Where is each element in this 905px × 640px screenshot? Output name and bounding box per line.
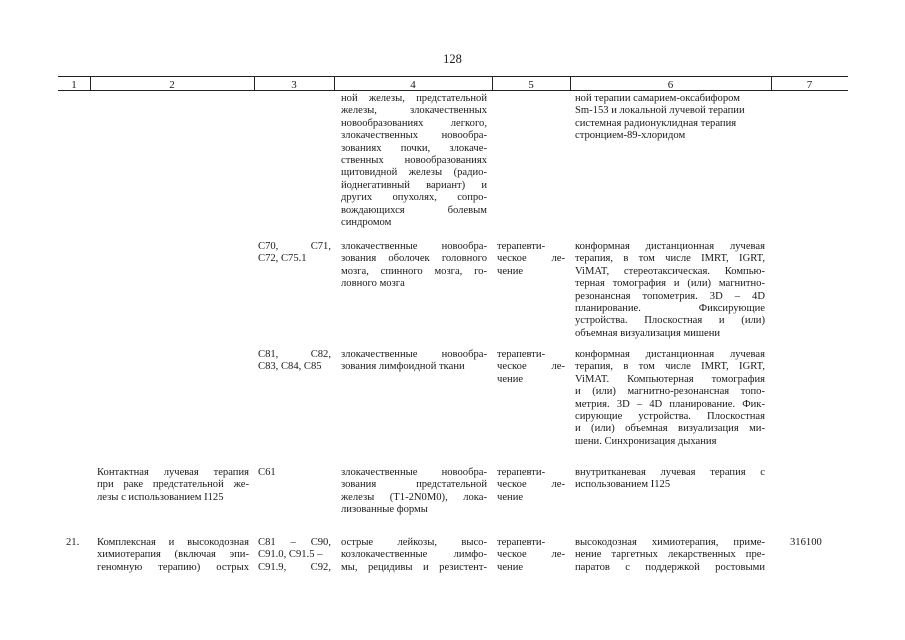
block4-procedure-name: Контактная лучевая терапия при раке предстательной же- лезы с использованием I125 (97, 467, 249, 503)
block3-icd-codes: С81, С82, С83, С84, С85 (258, 349, 331, 373)
block4-method: внутритканевая лучевая терапия с использованием I125 (575, 467, 765, 491)
block3-method: конформная дистанционная лучевая терапия, в том числе IMRT, IGRT, ViMAT. Компьютерная томография и (или) магнитно-резонансная топо- метрия. 3D – 4D планирование. Фик- сирующие устройства. Плоскостная и (или) объемная визуализация ми- шени. Синхронизация дыхания (575, 349, 765, 447)
header-col-6: 6 (667, 79, 674, 91)
block4-diagnosis: злокачественные новообра- зования предстательной железы (T1-2N0M0), лока- лизованные формы (341, 467, 487, 516)
block4-treatment-type: терапевти- ческое ле- чение (497, 467, 565, 503)
block2-diagnosis: злокачественные новообра- зования оболочек головного мозга, спинного мозга, го- ловного мозга (341, 241, 487, 290)
header-col-7: 7 (806, 79, 813, 91)
header-col-2: 2 (169, 79, 175, 91)
block1-method: ной терапии самарием-оксабифором Sm-153 и локальной лучевой терапии системная радионуклидная терапия стронцием-89-хлоридом (575, 93, 745, 142)
block5-diagnosis: острые лейкозы, высо- козлокачественные лимфо- мы, рецидивы и резистент- (341, 537, 487, 573)
block2-icd-codes: С70, С71, С72, С75.1 (258, 241, 331, 265)
block5-row-number: 21. (66, 537, 80, 548)
block2-method: конформная дистанционная лучевая терапия, в том числе IMRT, IGRT, ViMAT, стереотаксическая. Компью- терная томография и (или) магнитно- резонансная топометрия. 3D – 4D планирование. Фиксирующие устройства. Плоскостная и (или) объемная визуализация мишени (575, 241, 765, 339)
header-col-1: 1 (71, 79, 77, 91)
block5-method: высокодозная химиотерапия, приме- нение таргетных лекарственных пре- паратов с поддержкой ростовыми (575, 537, 765, 573)
block2-treatment-type: терапевти- ческое ле- чение (497, 241, 565, 277)
block5-procedure-name: Комплексная и высокодозная химиотерапия (включая эпи- геномную терапию) острых (97, 537, 249, 573)
block5-icd-codes: С81 – С90, С91.0, С91.5 – С91.9, С92, (258, 537, 331, 573)
header-col-5: 5 (528, 79, 534, 91)
page-number: 128 (443, 52, 462, 66)
block5-cost: 316100 (790, 537, 822, 548)
block1-diagnosis: ной железы, предстательной железы, злокачественных новообразованиях легкого, злокачественных новообра- зованиях почки, злокаче- ственных новообразованиях щитовидной железы (радио- йоднегативный вариант) и других опухолях, сопро- вождающихся болевым синдромом (341, 93, 487, 229)
block3-treatment-type: терапевти- ческое ле- чение (497, 349, 565, 385)
block3-diagnosis: злокачественные новообра- зования лимфоидной ткани (341, 349, 487, 373)
block4-icd-codes: С61 (258, 467, 276, 478)
header-col-3: 3 (291, 79, 297, 91)
block5-treatment-type: терапевти- ческое ле- чение (497, 537, 565, 573)
table-top-rule (58, 76, 848, 77)
header-col-4: 4 (410, 79, 416, 91)
